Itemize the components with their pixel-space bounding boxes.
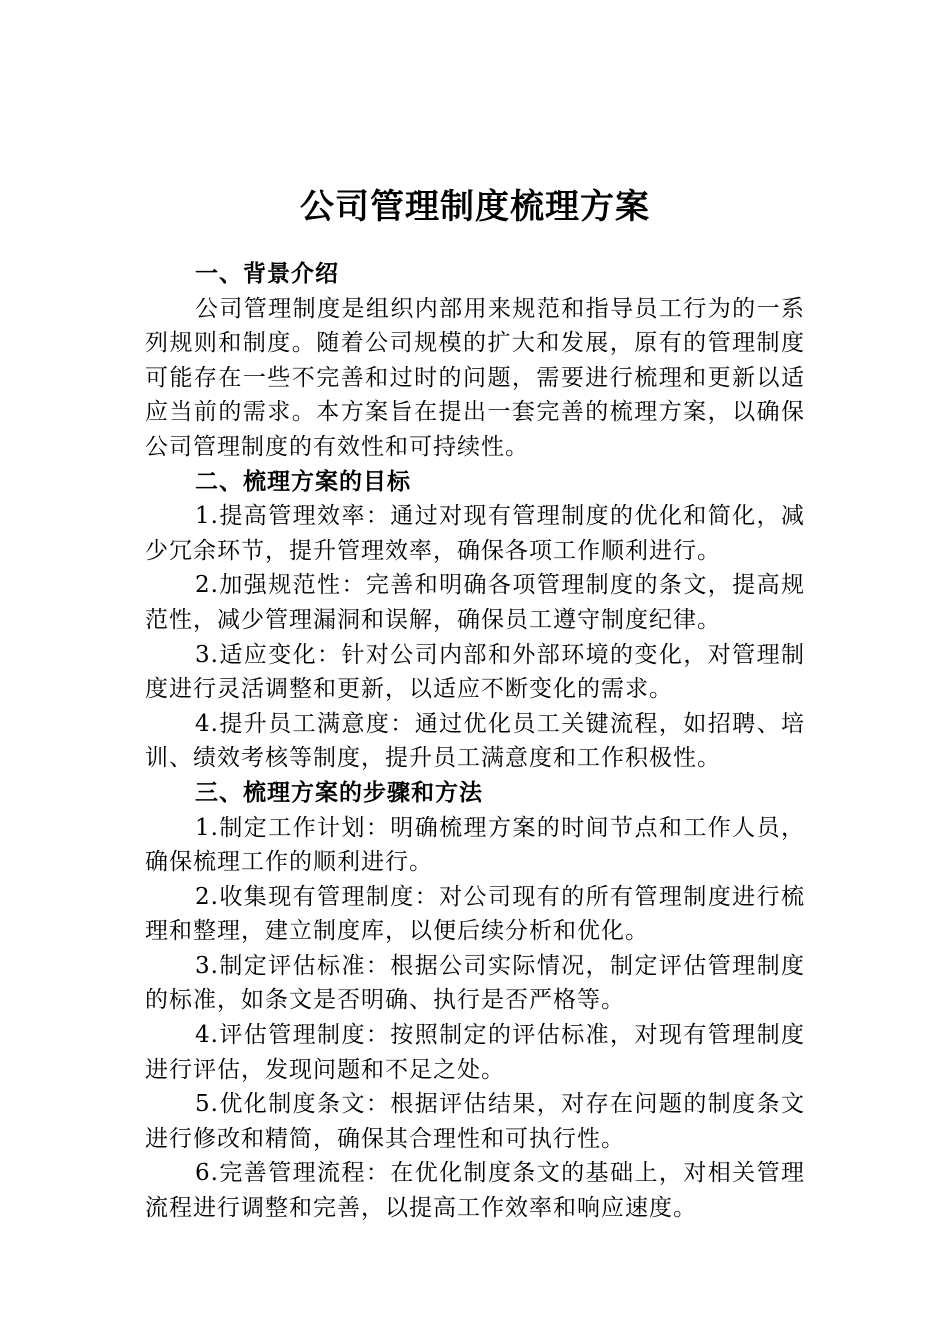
section-heading: 一、背景介绍: [195, 261, 339, 287]
list-item: 2.加强规范性：完善和明确各项管理制度的条文，提高规范性，减少管理漏洞和误解，确保员工遵守制度纪律。: [145, 572, 805, 633]
section-goals: [145, 465, 805, 776]
list-item: 5.优化制度条文：根据评估结果，对存在问题的制度条文进行修改和精简，确保其合理性和可执行性。: [145, 1091, 805, 1152]
list-item: 6.完善管理流程：在优化制度条文的基础上，对相关管理流程进行调整和完善，以提高工作效率和响应速度。: [145, 1160, 805, 1222]
paragraph: 公司管理制度是组织内部用来规范和指导员工行为的一系列规则和制度。随着公司规模的扩大和发展，原有的管理制度可能存在一些不完善和过时的问题，需要进行梳理和更新以适应当前的需求。本方案旨在提出一套完善的梳理方案，以确保公司管理制度的有效性和可持续性。: [145, 295, 805, 460]
list-item: 1.制定工作计划：明确梳理方案的时间节点和工作人员，确保梳理工作的顺利进行。: [145, 814, 805, 876]
list-item: 2.收集现有管理制度：对公司现有的所有管理制度进行梳理和整理，建立制度库，以便后续分析和优化。: [145, 883, 805, 945]
list-item: 3.制定评估标准：根据公司实际情况，制定评估管理制度的标准，如条文是否明确、执行是否严格等。: [145, 952, 805, 1014]
document-body: [145, 257, 805, 1226]
section-heading: 三、梳理方案的步骤和方法: [195, 779, 483, 806]
list-item: 4.评估管理制度：按照制定的评估标准，对现有管理制度进行评估，发现问题和不足之处。: [145, 1022, 805, 1083]
section-background: [145, 257, 805, 465]
list-item: 1.提高管理效率：通过对现有管理制度的优化和简化，减少冗余环节，提升管理效率，确保各项工作顺利进行。: [145, 503, 805, 564]
section-heading: 二、梳理方案的目标: [195, 468, 411, 495]
section-steps: [145, 776, 805, 1226]
page-title: 公司管理制度梳理方案: [300, 186, 650, 227]
list-item: 3.适应变化：针对公司内部和外部环境的变化，对管理制度进行灵活调整和更新，以适应不断变化的需求。: [145, 641, 805, 703]
list-item: 4.提升员工满意度：通过优化员工关键流程，如招聘、培训、绩效考核等制度，提升员工满意度和工作积极性。: [145, 710, 805, 772]
